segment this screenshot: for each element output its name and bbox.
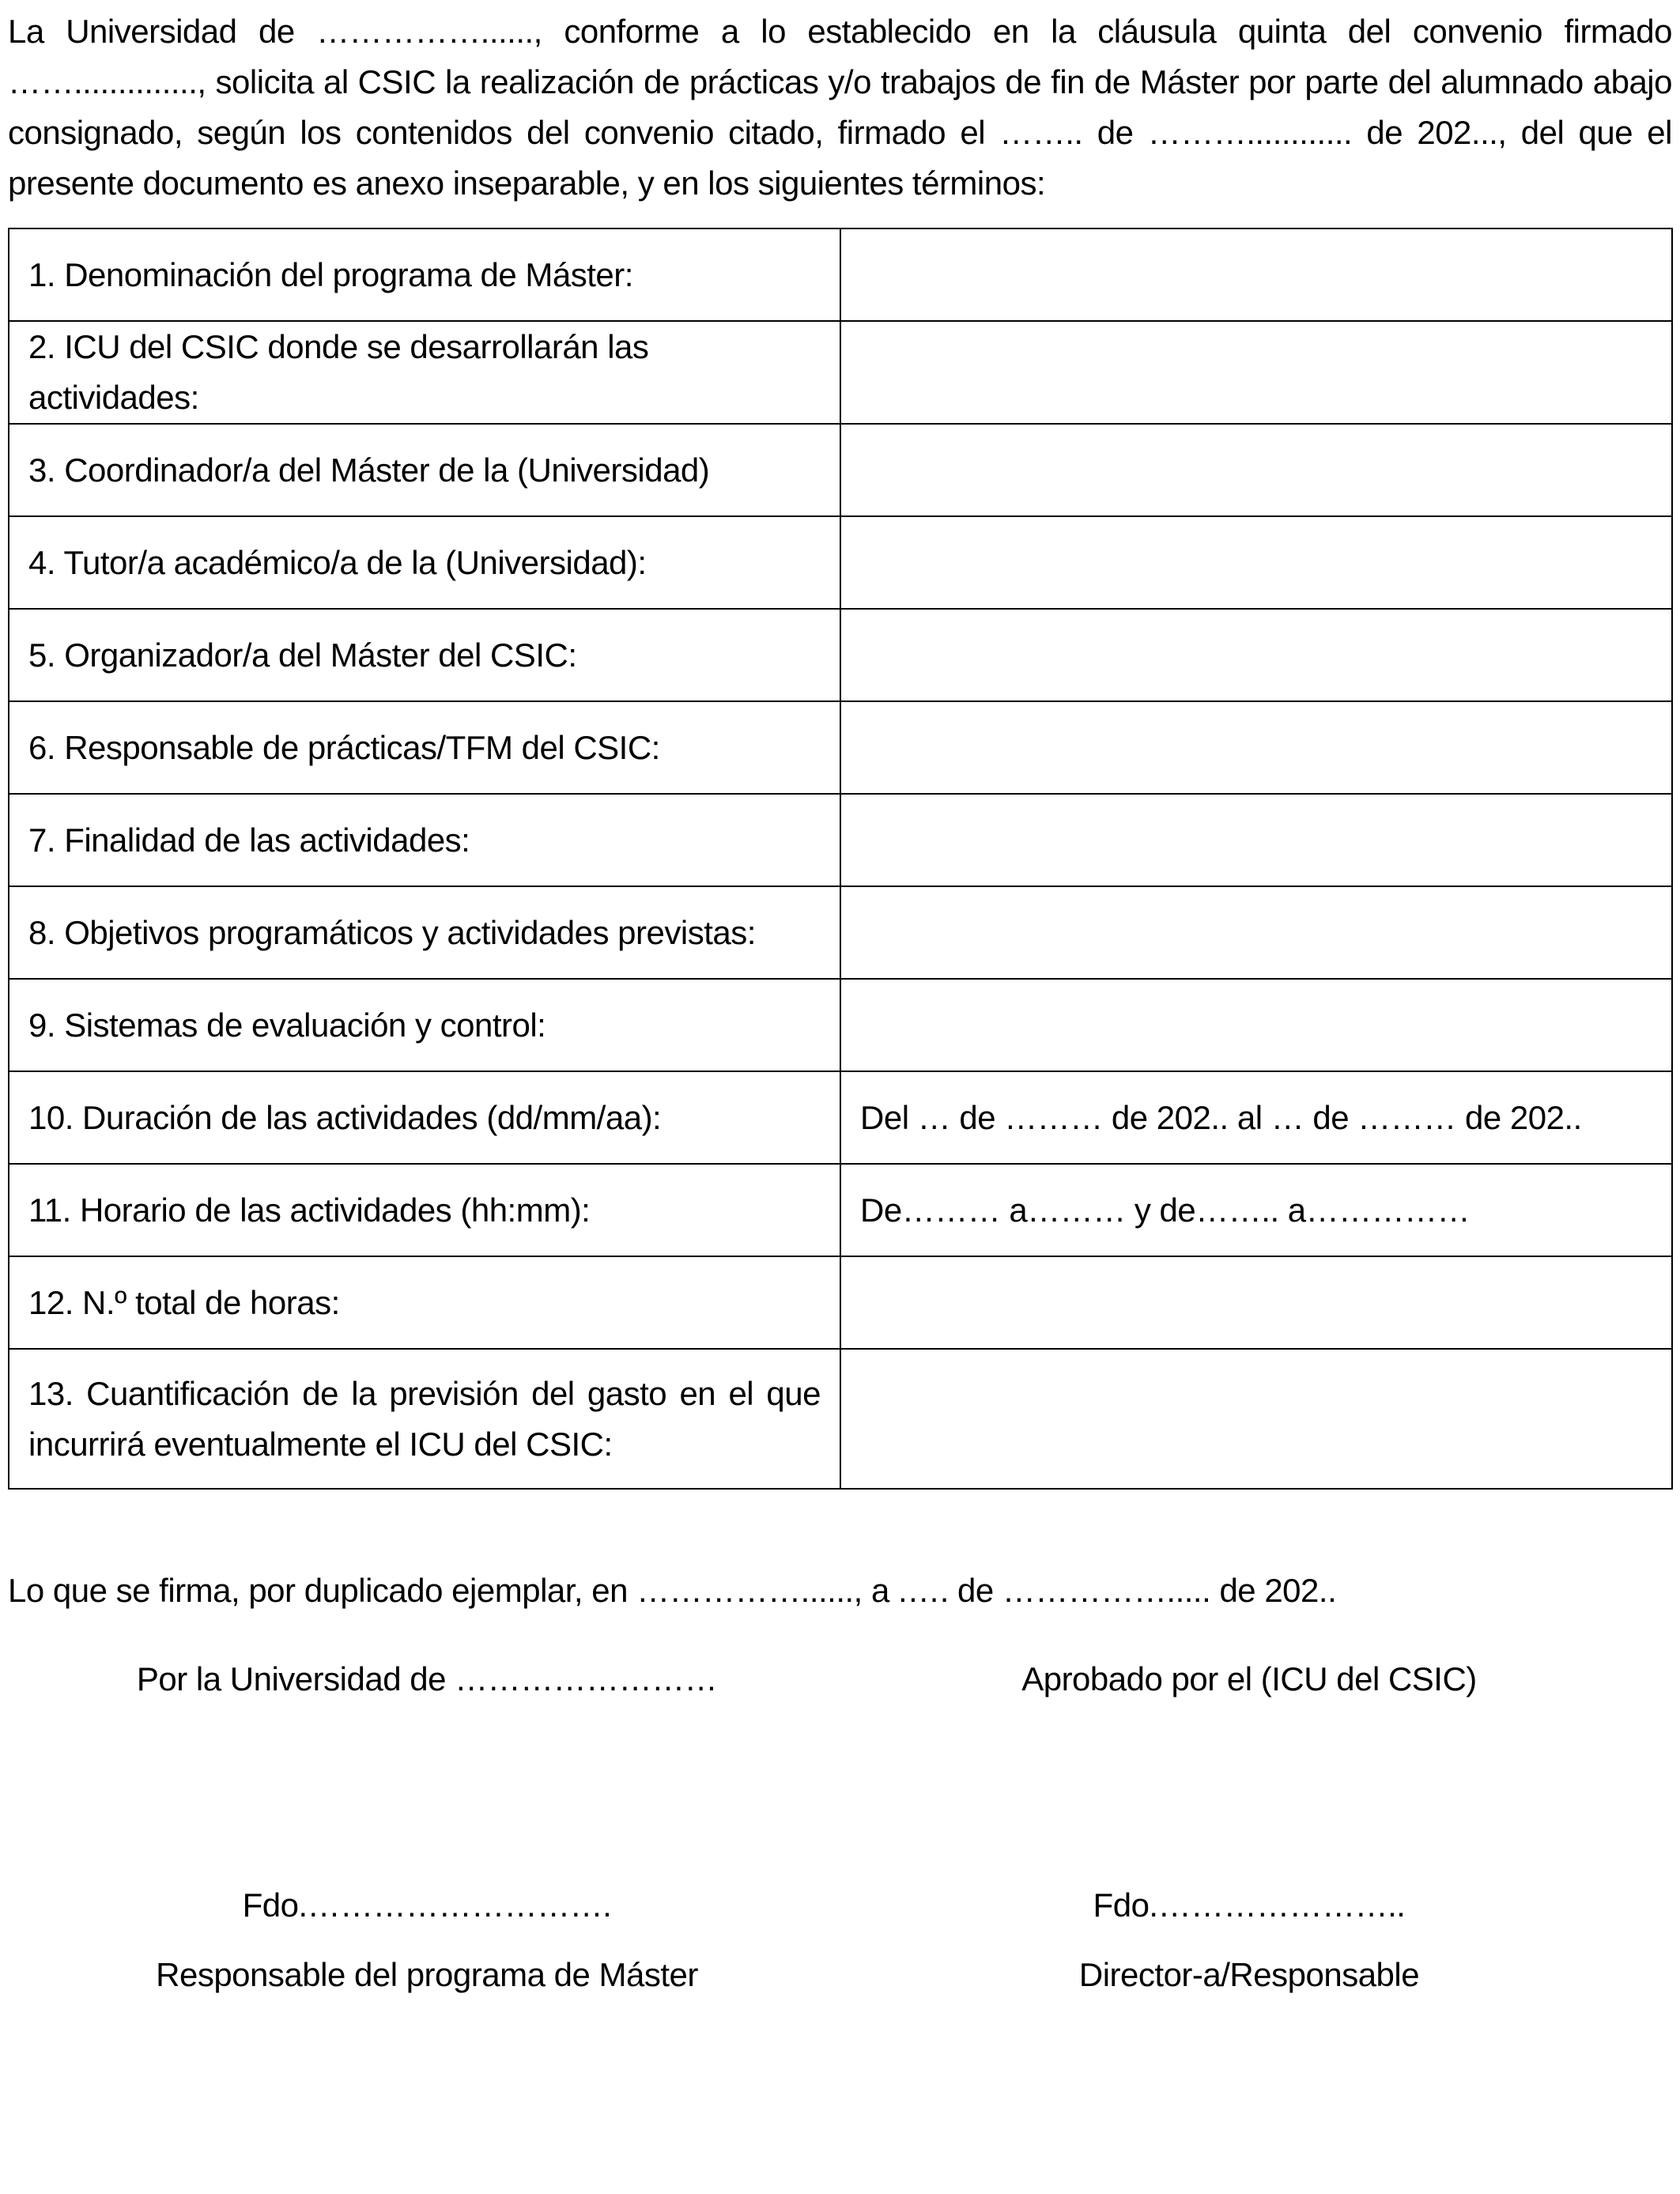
row-value-field[interactable] bbox=[840, 701, 1672, 794]
place-date-line: Lo que se firma, por duplicado ejemplar, en ……………......, a .…. de ……………..... de 202.. bbox=[8, 1572, 1337, 1609]
row-value-field[interactable]: De……… a……… y de…….. a…………… bbox=[840, 1164, 1672, 1256]
csic-approval-heading: Aprobado por el (ICU del CSIC) bbox=[1021, 1660, 1477, 1697]
csic-signatory-role: Director-a/Responsable bbox=[1078, 1956, 1420, 1993]
table-row bbox=[9, 228, 1672, 321]
row-value-field[interactable] bbox=[840, 609, 1672, 701]
row-label: 3. Coordinador/a del Máster de la (Universidad) bbox=[9, 424, 840, 516]
table-row bbox=[9, 609, 1672, 701]
row-label: 6. Responsable de prácticas/TFM del CSIC: bbox=[9, 701, 840, 794]
table-row bbox=[9, 424, 1672, 516]
row-value-field[interactable] bbox=[840, 321, 1672, 424]
intro-paragraph: La Universidad de ……………......, conforme a lo establecido en la cláusula quinta del convenio firmado …….............., solicita al CSIC la realización de prácticas y/o trabajos de fin de Máster por parte del alumnado abajo consignado, según los contenidos del convenio citado, firmado el …….. de ………............ de 202..., del que el presente documento es anexo inseparable, y en los siguientes términos: bbox=[8, 13, 1672, 202]
row-value-field[interactable] bbox=[840, 1349, 1672, 1489]
csic-signature-line: Fdo.………………….. bbox=[1093, 1886, 1406, 1924]
table-row bbox=[9, 321, 1672, 424]
table-row bbox=[9, 1349, 1672, 1489]
row-value-field[interactable] bbox=[840, 1256, 1672, 1349]
university-signatory-role: Responsable del programa de Máster bbox=[156, 1956, 698, 1993]
row-label: 13. Cuantificación de la previsión del gasto en el que incurrirá eventualmente el ICU del CSIC: bbox=[9, 1349, 840, 1489]
table-row bbox=[9, 1256, 1672, 1349]
row-label: 1. Denominación del programa de Máster: bbox=[9, 228, 840, 321]
row-value-field[interactable] bbox=[840, 794, 1672, 886]
terms-table bbox=[8, 228, 1673, 1490]
university-signature-line: Fdo.………………………. bbox=[242, 1886, 612, 1924]
row-value-field[interactable] bbox=[840, 516, 1672, 609]
row-label: 7. Finalidad de las actividades: bbox=[9, 794, 840, 886]
row-label: 2. ICU del CSIC donde se desarrollarán las actividades: bbox=[9, 321, 840, 424]
row-label: 12. N.º total de horas: bbox=[9, 1256, 840, 1349]
university-signatory-heading: Por la Universidad de …………………… bbox=[136, 1660, 718, 1697]
row-value-field[interactable]: Del … de ……… de 202.. al … de ……… de 202.. bbox=[840, 1071, 1672, 1164]
row-label: 10. Duración de las actividades (dd/mm/aa): bbox=[9, 1071, 840, 1164]
row-value-field[interactable] bbox=[840, 424, 1672, 516]
table-row bbox=[9, 1071, 1672, 1164]
row-label: 9. Sistemas de evaluación y control: bbox=[9, 979, 840, 1071]
table-row bbox=[9, 701, 1672, 794]
table-row bbox=[9, 794, 1672, 886]
row-label: 8. Objetivos programáticos y actividades previstas: bbox=[9, 886, 840, 979]
table-row bbox=[9, 516, 1672, 609]
row-value-field[interactable] bbox=[840, 979, 1672, 1071]
row-value-field[interactable] bbox=[840, 228, 1672, 321]
row-label: 11. Horario de las actividades (hh:mm): bbox=[9, 1164, 840, 1256]
table-row bbox=[9, 1164, 1672, 1256]
row-label: 5. Organizador/a del Máster del CSIC: bbox=[9, 609, 840, 701]
table-row bbox=[9, 979, 1672, 1071]
row-value-field[interactable] bbox=[840, 886, 1672, 979]
table-row bbox=[9, 886, 1672, 979]
row-label: 4. Tutor/a académico/a de la (Universidad): bbox=[9, 516, 840, 609]
